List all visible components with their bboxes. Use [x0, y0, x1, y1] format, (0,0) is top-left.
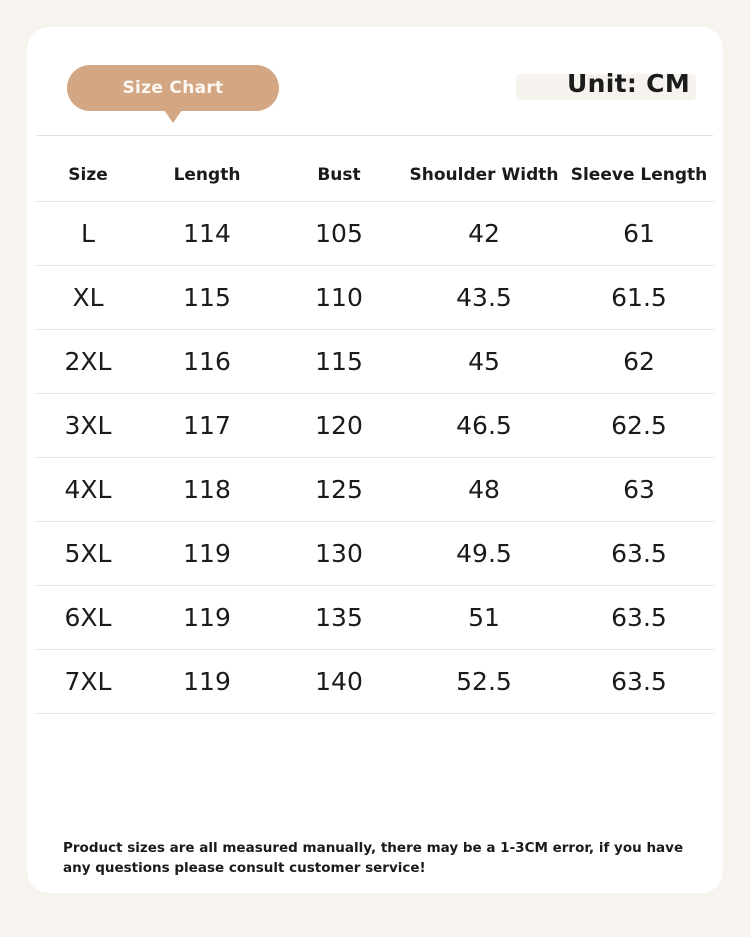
card-header — [27, 27, 723, 135]
cell-sleeve-length: 63.5 — [563, 586, 715, 650]
cell-bust: 125 — [273, 458, 405, 522]
cell-shoulder-width: 52.5 — [405, 650, 563, 714]
column-header-length: Length — [141, 147, 273, 202]
unit-label: Unit: CM — [567, 69, 690, 98]
cell-length: 119 — [141, 522, 273, 586]
cell-shoulder-width: 48 — [405, 458, 563, 522]
cell-size: 5XL — [35, 522, 141, 586]
cell-shoulder-width: 46.5 — [405, 394, 563, 458]
size-chart-card — [27, 27, 723, 893]
table-row — [35, 650, 715, 714]
cell-length: 115 — [141, 266, 273, 330]
cell-size: 3XL — [35, 394, 141, 458]
column-header-sleeve-length: Sleeve Length — [563, 147, 715, 202]
cell-shoulder-width: 51 — [405, 586, 563, 650]
cell-length: 118 — [141, 458, 273, 522]
table-row — [35, 458, 715, 522]
badge-pointer-icon — [164, 110, 182, 123]
cell-size: L — [35, 202, 141, 266]
cell-bust: 140 — [273, 650, 405, 714]
size-table-head — [35, 147, 715, 202]
table-header-row — [35, 147, 715, 202]
cell-bust: 105 — [273, 202, 405, 266]
cell-size: 6XL — [35, 586, 141, 650]
cell-length: 116 — [141, 330, 273, 394]
cell-size: 2XL — [35, 330, 141, 394]
table-row — [35, 394, 715, 458]
cell-size: 7XL — [35, 650, 141, 714]
cell-size: 4XL — [35, 458, 141, 522]
cell-sleeve-length: 62.5 — [563, 394, 715, 458]
cell-bust: 110 — [273, 266, 405, 330]
cell-bust: 120 — [273, 394, 405, 458]
cell-bust: 115 — [273, 330, 405, 394]
table-row — [35, 266, 715, 330]
size-table-body — [35, 202, 715, 714]
size-chart-badge — [67, 65, 279, 111]
cell-shoulder-width: 45 — [405, 330, 563, 394]
cell-shoulder-width: 42 — [405, 202, 563, 266]
table-row — [35, 202, 715, 266]
header-divider — [37, 135, 713, 136]
cell-sleeve-length: 61 — [563, 202, 715, 266]
table-row — [35, 586, 715, 650]
table-row — [35, 330, 715, 394]
size-chart-badge-label: Size Chart — [122, 78, 224, 98]
cell-length: 114 — [141, 202, 273, 266]
cell-length: 119 — [141, 650, 273, 714]
column-header-shoulder-width: Shoulder Width — [405, 147, 563, 202]
cell-length: 119 — [141, 586, 273, 650]
cell-bust: 130 — [273, 522, 405, 586]
cell-sleeve-length: 62 — [563, 330, 715, 394]
column-header-bust: Bust — [273, 147, 405, 202]
column-header-size: Size — [35, 147, 141, 202]
cell-bust: 135 — [273, 586, 405, 650]
cell-sleeve-length: 63.5 — [563, 650, 715, 714]
cell-sleeve-length: 61.5 — [563, 266, 715, 330]
cell-length: 117 — [141, 394, 273, 458]
cell-sleeve-length: 63.5 — [563, 522, 715, 586]
measurement-disclaimer: Product sizes are all measured manually, there may be a 1-3CM error, if you have any questions please consult customer service! — [63, 840, 684, 876]
cell-size: XL — [35, 266, 141, 330]
cell-shoulder-width: 49.5 — [405, 522, 563, 586]
cell-shoulder-width: 43.5 — [405, 266, 563, 330]
table-row — [35, 522, 715, 586]
cell-sleeve-length: 63 — [563, 458, 715, 522]
size-table — [35, 147, 715, 714]
